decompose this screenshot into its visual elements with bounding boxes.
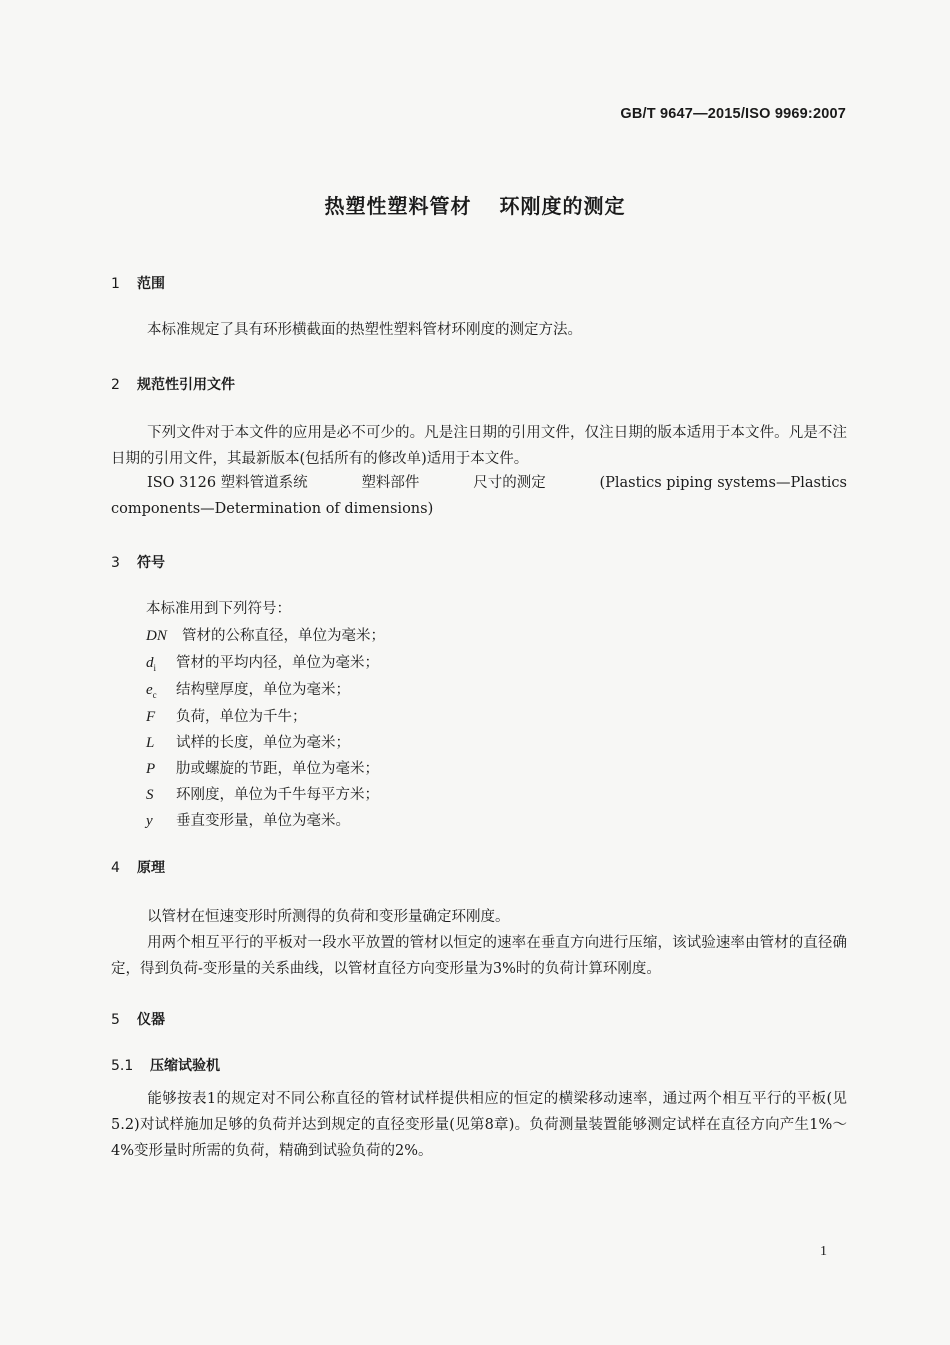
symbol-item: $d_i$ 管材的平均内径，单位为毫米； — [146, 655, 379, 673]
section-1-body: 本标准规定了具有环形横截面的热塑性塑料管材环刚度的测定方法。 — [147, 322, 582, 338]
section-3-heading: 3 符号 — [111, 555, 165, 571]
normative-reference: ISO 3126 塑料管道系统 塑料部件 尺寸的测定 (Plastics piping systems—Plastics components—Determination of dimensions) — [111, 475, 847, 517]
standard-code: GB/T 9647—2015/ISO 9969:2007 — [620, 106, 846, 122]
title-part-2: 环刚度的测定 — [499, 194, 626, 218]
title-part-1: 热塑性塑料管材 — [324, 194, 472, 218]
section-5-1-body: 能够按表1的规定对不同公称直径的管材试样提供相应的恒定的横梁移动速率，通过两个相互平行的平板(见5.2)对试样施加足够的负荷并达到规定的直径变形量(见第8章)。负荷测量装置能够测定试样在直径方向产生1%～4%变形量时所需的负荷，精确到试验负荷的2%。 — [111, 1091, 847, 1159]
section-4-para-2: 用两个相互平行的平板对一段水平放置的管材以恒定的速率在垂直方向进行压缩，该试验速率由管材的直径确定，得到负荷-变形量的关系曲线，以管材直径方向变形量为3%时的负荷计算环刚度。 — [111, 935, 847, 977]
section-4-heading: 4 原理 — [111, 860, 165, 876]
symbol-item: DN 管材的公称直径，单位为毫米； — [146, 628, 385, 644]
symbol-item: F 负荷，单位为千牛； — [146, 709, 307, 725]
symbol-item: P 肋或螺旋的节距，单位为毫米； — [146, 761, 379, 777]
symbol-item: L 试样的长度，单位为毫米； — [146, 735, 350, 751]
section-2-heading: 2 规范性引用文件 — [111, 377, 235, 393]
section-2-body: 下列文件对于本文件的应用是必不可少的。凡是注日期的引用文件，仅注日期的版本适用于本文件。凡是不注日期的引用文件，其最新版本(包括所有的修改单)适用于本文件。 — [111, 425, 847, 467]
symbols-intro: 本标准用到下列符号： — [146, 601, 291, 617]
symbol-item: S 环刚度，单位为千牛每平方米； — [146, 787, 379, 803]
symbol-item: $e_c$ 结构壁厚度，单位为毫米； — [146, 682, 350, 700]
document-title — [0, 190, 950, 219]
section-1-heading: 1 范围 — [111, 276, 165, 292]
section-5-heading: 5 仪器 — [111, 1012, 165, 1028]
section-5-1-heading: 5.1 压缩试验机 — [111, 1058, 220, 1074]
page-number: 1 — [820, 1244, 827, 1259]
section-4-para-1: 以管材在恒速变形时所测得的负荷和变形量确定环刚度。 — [147, 909, 510, 925]
symbol-item: y 垂直变形量，单位为毫米。 — [146, 813, 350, 829]
